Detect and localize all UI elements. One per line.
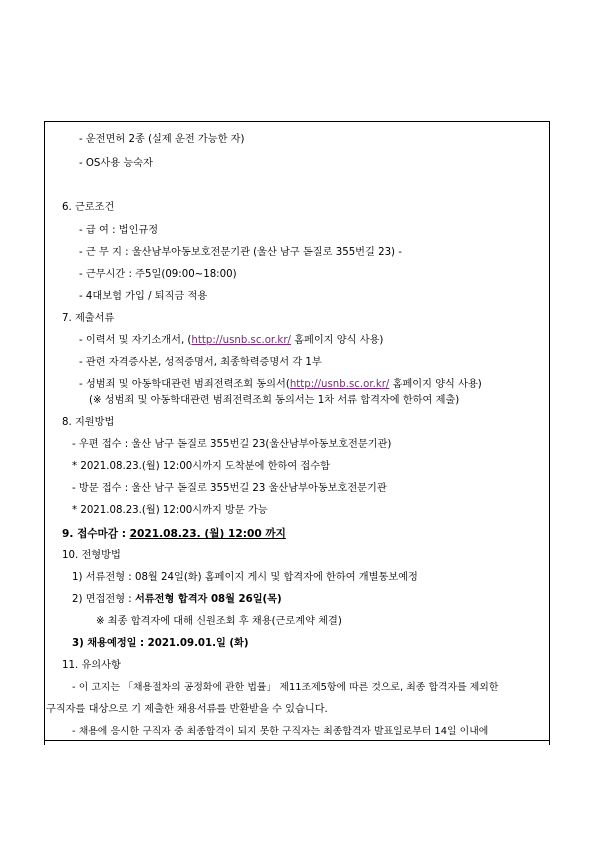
deadline-value: 2021.08.23. (월) 12:00 까지 [129,528,286,540]
insurance-line: - 4대보험 가입 / 퇴직금 적용 [79,291,208,302]
workplace-line: - 근 무 지 : 울산남부아동보호전문기관 (울산 남구 돋질로 355번길 23) - [79,247,402,258]
content-frame [44,121,550,745]
docs-consent-tail: 홈페이지 양식 사용) [389,379,482,390]
interview-date: 서류전형 합격자 08월 26일(목) [134,594,282,605]
hire-date-line: 3) 채용예정일 : 2021.09.01.일 (화) [72,638,249,649]
section-8-heading: 8. 지원방법 [62,417,115,428]
docs-certificates-line: - 관련 자격증사본, 성적증명서, 최종학력증명서 각 1부 [79,357,322,368]
homepage-link-2[interactable]: http://usnb.sc.or.kr/ [289,379,390,390]
docs-resume-text: - 이력서 및 자기소개서, ( [79,335,192,346]
section-9-number: 9. [62,528,74,540]
background-check-note: ※ 최종 합격자에 대해 신원조회 후 채용(근로계약 체결) [96,616,342,627]
docs-consent-note: (※ 성범죄 및 아동학대관련 범죄전력조회 동의서는 1차 서류 합격자에 한하여 제출) [89,395,460,406]
section-7-heading: 7. 제출서류 [62,313,115,324]
homepage-link[interactable]: http://usnb.sc.or.kr/ [191,335,291,346]
document-screening-line: 1) 서류전형 : 08월 24일(화) 홈페이지 게시 및 합격자에 한하여 개별통보예정 [72,572,418,583]
section-10-heading: 10. 전형방법 [62,550,121,561]
section-6-heading: 6. 근로조건 [62,202,115,213]
section-9-deadline [62,527,286,541]
deadline-label: 접수마감 : [73,528,130,540]
section-11-heading: 11. 유의사항 [62,660,121,671]
mail-deadline-line: * 2021.08.23.(월) 12:00시까지 도착분에 한하여 접수함 [72,461,330,472]
visit-application-line: - 방문 접수 : 울산 남구 돋질로 355번길 23 울산남부아동보호전문기관 [72,483,387,494]
docs-consent-line [79,378,482,392]
interview-line [72,593,282,607]
mail-application-line: - 우편 접수 : 울산 남구 돋질로 355번길 23(울산남부아동보호전문기관) [72,439,392,450]
req-driver-license: - 운전면허 2종 (실제 운전 가능한 자) [79,134,245,145]
notice-line-1: - 이 고지는 「채용절차의 공정화에 관한 법률」 제11조제5항에 따른 것으로, 최종 합격자를 제외한 [72,682,499,693]
frame-bottom-rule [44,740,550,741]
interview-label: 2) 면접전형 : [72,594,135,605]
salary-line: - 급 여 : 법인규정 [79,225,159,236]
docs-consent-text: - 성범죄 및 아동학대관련 범죄전력조회 동의서( [79,379,290,390]
req-os-skill: - OS사용 능숙자 [79,158,153,169]
docs-resume-tail: 홈페이지 양식 사용) [290,335,384,346]
notice-line-3: - 채용에 응시한 구직자 중 최종합격이 되지 못한 구직자는 최종합격자 발표일로부터 14일 이내에 [72,726,489,737]
work-hours-line: - 근무시간 : 주5일(09:00~18:00) [79,269,237,280]
notice-line-2: 구직자를 대상으로 기 제출한 채용서류를 반환받을 수 있습니다. [46,704,328,715]
visit-deadline-line: * 2021.08.23.(월) 12:00시까지 방문 가능 [72,505,268,516]
docs-resume-line [79,334,383,348]
